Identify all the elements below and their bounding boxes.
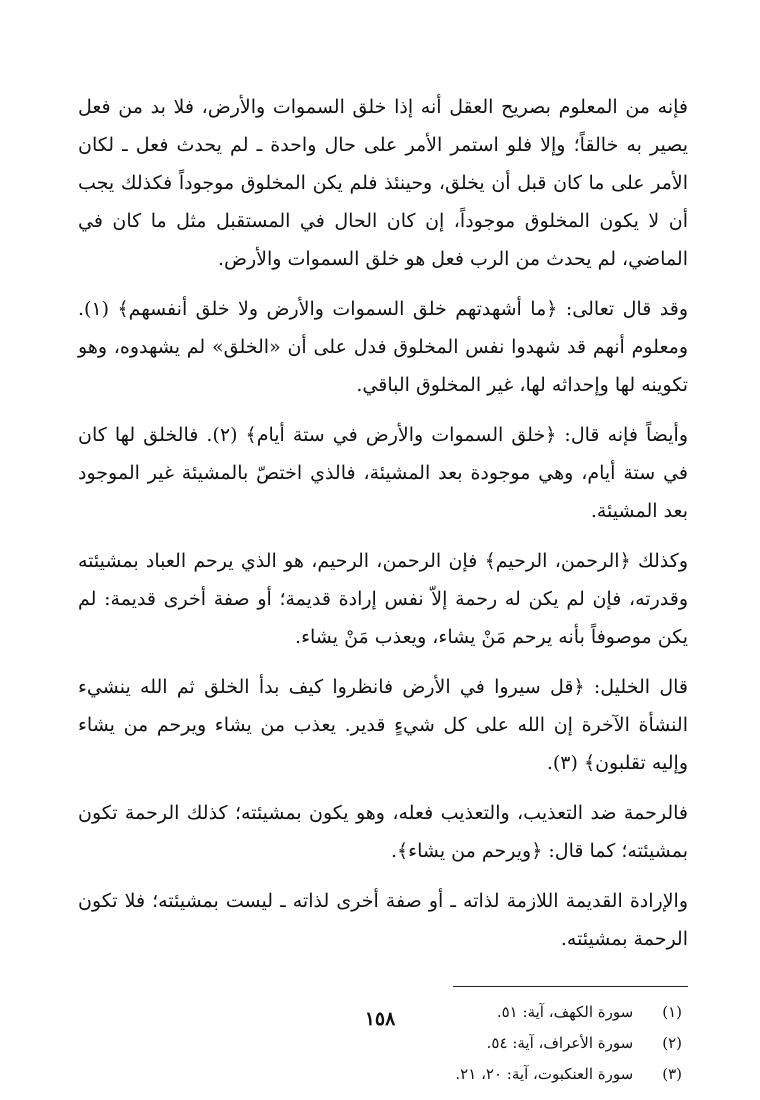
- body-paragraph-6: فالرحمة ضد التعذيب، والتعذيب فعله، وهو يكون بمشيئته؛ كذلك الرحمة تكون بمشيئته؛ كما قال: ﴿ويرحم من يشاء﴾.: [78, 802, 688, 862]
- body-paragraph-1: فإنه من المعلوم بصريح العقل أنه إذا خلق السموات والأرض، فلا بد من فعل يصير به خالقاً؛ وإلا فلو استمر الأمر على حال واحدة ـ لم يحدث فعل ـ لكان الأمر على ما كان قبل أن يخلق، وحينئذ فلم يكن المخلوق موجوداً فكذلك يجب أن لا يكون المخلوق موجوداً، إن كان الحال في المستقبل مثل ما كان في الماضي، لم يحدث من الرب فعل هو خلق السموات والأرض.: [78, 96, 688, 270]
- footnote-number: (٣): [662, 1065, 682, 1083]
- footnote-number: (١): [662, 1003, 682, 1021]
- body-paragraph-5: قال الخليل: ﴿قل سيروا في الأرض فانظروا كيف بدأ الخلق ثم الله ينشيء النشأة الآخرة إن الله على كل شيءٍ قدير. يعذب من يشاء ويرحم من يشاء وإليه تقلبون﴾ (٣).: [78, 676, 688, 774]
- footnote-number: (٢): [662, 1034, 682, 1052]
- body-paragraph-7: والإرادة القديمة اللازمة لذاته ـ أو صفة أخرى لذاته ـ ليست بمشيئته؛ فلا تكون الرحمة بمشيئته.: [78, 890, 688, 950]
- footnote-text: سورة الكهف، آية: ٥١.: [496, 1003, 634, 1021]
- footnote-3: [78, 1059, 688, 1090]
- footnote-text: سورة العنكبوت، آية: ٢٠، ٢١.: [455, 1065, 634, 1083]
- footnote-text: سورة الأعراف، آية: ٥٤.: [486, 1034, 634, 1052]
- footnote-divider: [453, 986, 688, 987]
- body-paragraph-3: وأيضاً فإنه قال: ﴿خلق السموات والأرض في ستة أيام﴾ (٢). فالخلق لها كان في ستة أيام، وهي موجودة بعد المشيئة، فالذي اختصّ بالمشيئة غير الموجود بعد المشيئة.: [78, 424, 688, 522]
- footnote-2: [78, 1028, 688, 1059]
- body-paragraph-4: وكذلك ﴿الرحمن، الرحيم﴾ فإن الرحمن، الرحيم، هو الذي يرحم العباد بمشيئته وقدرته، فإن لم يكن له رحمة إلاّ نفس إرادة قديمة؛ أو صفة أخرى قديمة: لم يكن موصوفاً بأنه يرحم مَنْ يشاء، ويعذب مَنْ يشاء.: [78, 550, 688, 648]
- page-number: ١٥٨: [364, 1008, 396, 1030]
- body-paragraph-2: وقد قال تعالى: ﴿ما أشهدتهم خلق السموات والأرض ولا خلق أنفسهم﴾ (١). ومعلوم أنهم قد شهدوا نفس المخلوق فدل على أن «الخلق» لم يشهدوه، وهو تكوينه لها وإحداثه لها، غير المخلوق الباقي.: [78, 298, 688, 396]
